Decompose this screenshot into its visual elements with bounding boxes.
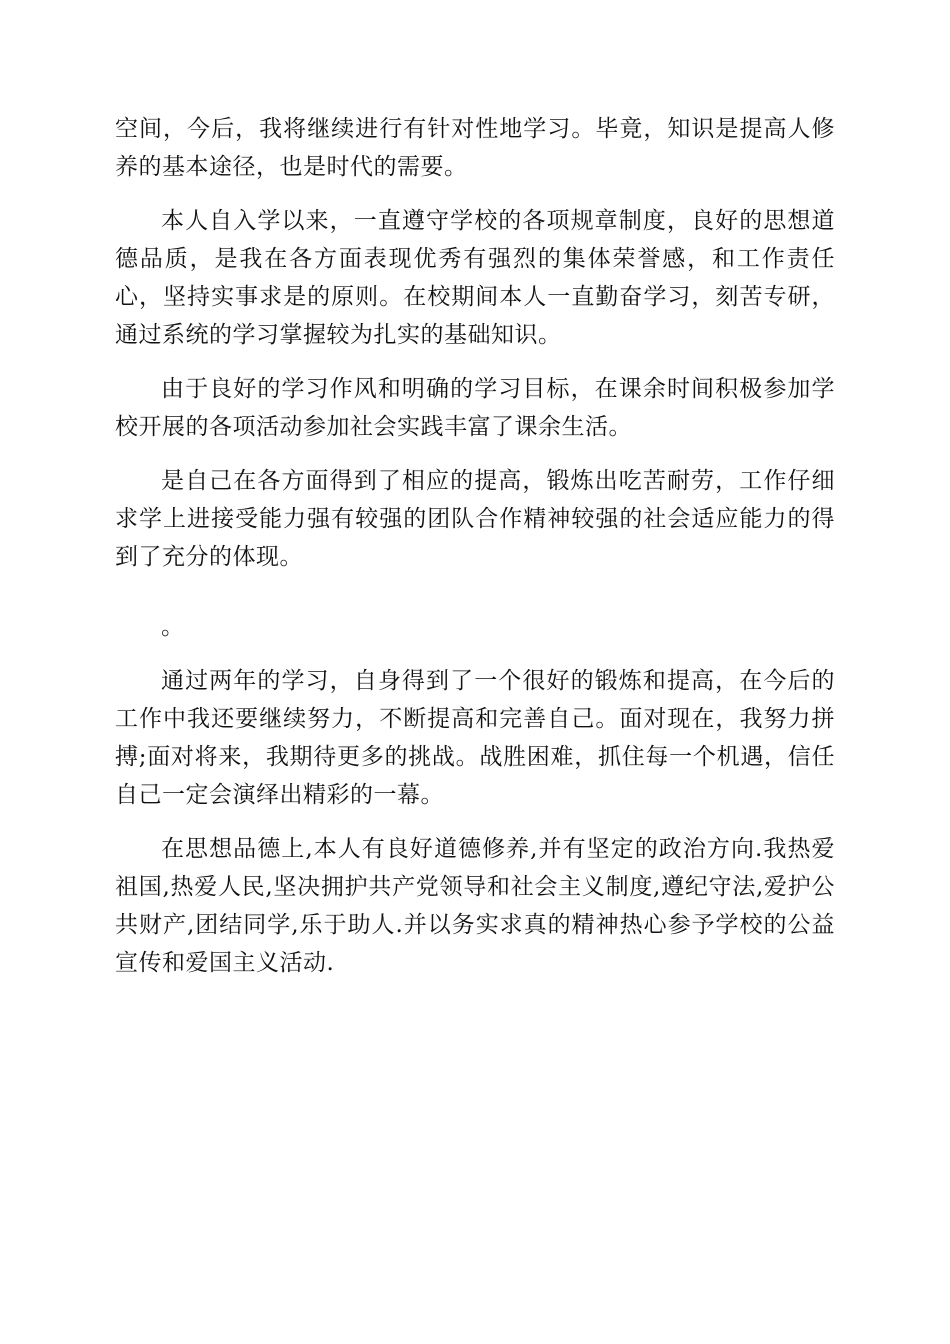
paragraph-5: 。 (161, 614, 185, 640)
paragraph-6: 通过两年的学习，自身得到了一个很好的锻炼和提高，在今后的工作中我还要继续努力，不断提高和完善自己。面对现在，我努力拼搏;面对将来，我期待更多的挑战。战胜困难，抓住每一个机遇，信任自己一定会演绎出精彩的一幕。 (115, 668, 835, 808)
paragraph-3: 由于良好的学习作风和明确的学习目标，在课余时间积极参加学校开展的各项活动参加社会实践丰富了课余生活。 (115, 376, 835, 440)
paragraph-7: 在思想品德上,本人有良好道德修养,并有坚定的政治方向.我热爱祖国,热爱人民,坚决拥护共产党领导和社会主义制度,遵纪守法,爱护公共财产,团结同学,乐于助人.并以务实求真的精神热心参予学校的公益宣传和爱国主义活动. (115, 836, 835, 976)
paragraph-2: 本人自入学以来，一直遵守学校的各项规章制度，良好的思想道德品质，是我在各方面表现优秀有强烈的集体荣誉感，和工作责任心，坚持实事求是的原则。在校期间本人一直勤奋学习，刻苦专研，通过系统的学习掌握较为扎实的基础知识。 (115, 208, 835, 348)
document-body (115, 110, 835, 998)
paragraph-4: 是自己在各方面得到了相应的提高，锻炼出吃苦耐劳，工作仔细求学上进接受能力强有较强的团队合作精神较强的社会适应能力的得到了充分的体现。 (115, 468, 835, 570)
paragraph-1: 空间，今后，我将继续进行有针对性地学习。毕竟，知识是提高人修养的基本途径，也是时代的需要。 (115, 116, 835, 180)
